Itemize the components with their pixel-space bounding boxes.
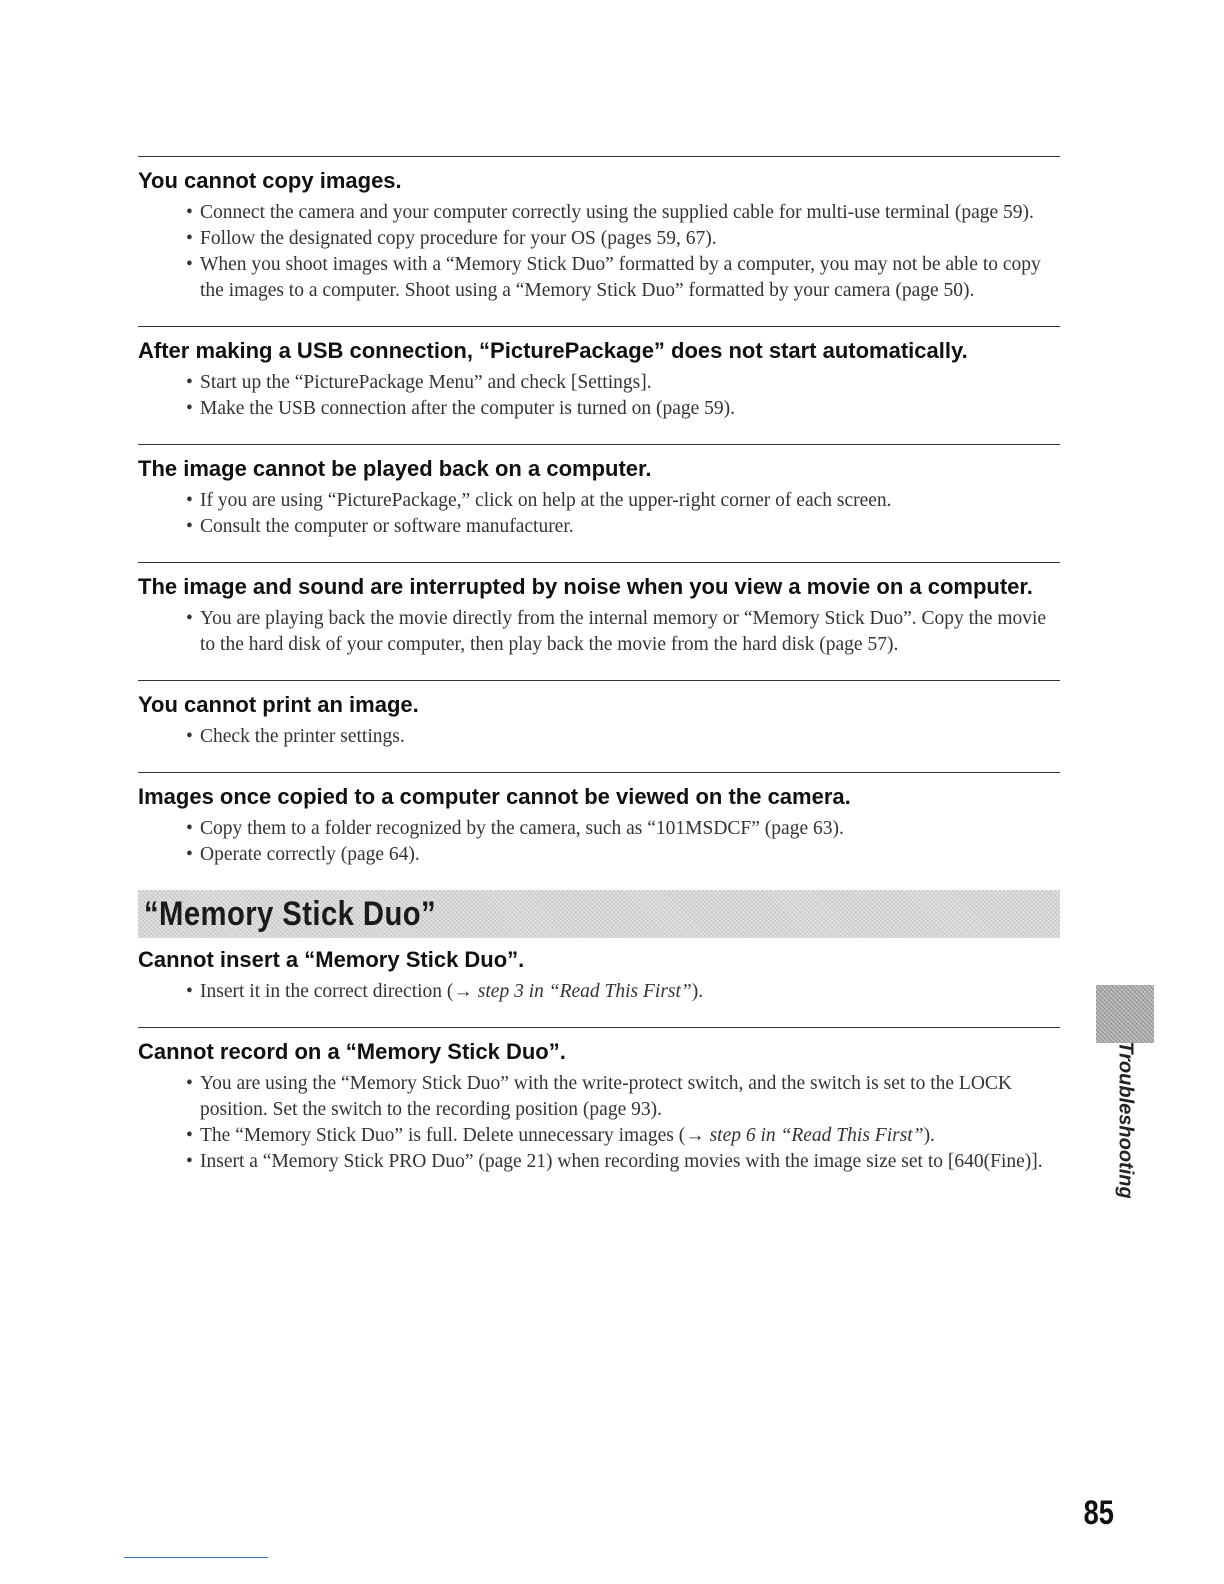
cross-reference: step 6 in “Read This First”: [704, 1125, 924, 1146]
bullet-item: • Check the printer settings.: [200, 724, 1060, 750]
cross-reference: step 3 in “Read This First”: [472, 981, 692, 1002]
bullet-item: • If you are using “PicturePackage,” click on help at the upper-right corner of each screen.: [200, 488, 1060, 514]
section-heading: You cannot print an image.: [138, 692, 419, 717]
bullet-icon: •: [186, 1125, 193, 1146]
bullet-icon: •: [186, 981, 193, 1002]
bullet-list: [138, 724, 1060, 750]
bullet-icon: •: [186, 1151, 193, 1172]
bullet-item: • Consult the computer or software manufacturer.: [200, 514, 1060, 540]
bullet-item: • You are using the “Memory Stick Duo” with the write-protect switch, and the switch is set to the LOCK position. Set the switch to the recording position (page 93).: [186, 1073, 1013, 1120]
section: [138, 680, 1060, 750]
section-heading: The image and sound are interrupted by noise when you view a movie on a computer.: [138, 574, 1033, 599]
section-heading: The image cannot be played back on a computer.: [138, 456, 652, 481]
bullet-icon: •: [186, 398, 193, 419]
bullet-list: [138, 979, 1060, 1005]
bullet-item: • Insert a “Memory Stick PRO Duo” (page 21) when recording movies with the image size set to [640(Fine)].: [200, 1149, 1060, 1175]
bullet-icon: •: [186, 726, 193, 747]
bullet-item: • The “Memory Stick Duo” is full. Delete unnecessary images (→ step 6 in “Read This First”).: [200, 1123, 1060, 1149]
bullet-icon: •: [186, 372, 193, 393]
bullet-list: [138, 488, 1060, 540]
page-content: [138, 156, 1060, 1197]
bullet-item: • You are playing back the movie directly from the internal memory or “Memory Stick Duo”. Copy the movie to the hard disk of your computer, then play back the movie from the hard disk (page 57).: [186, 608, 1047, 655]
section-heading: Cannot record on a “Memory Stick Duo”.: [138, 1039, 566, 1064]
bullet-list: [138, 606, 1060, 658]
bullet-icon: •: [186, 202, 193, 223]
bullet-icon: •: [186, 516, 193, 537]
bullet-list: [138, 200, 1060, 304]
section: [138, 156, 1060, 304]
bullet-item: • When you shoot images with a “Memory Stick Duo” formatted by a computer, you may not be able to copy the images to a computer. Shoot using a “Memory Stick Duo” formatted by your camera (page 50).: [186, 254, 1041, 301]
bullet-icon: •: [186, 1073, 193, 1094]
bullet-icon: •: [186, 490, 193, 511]
arrow-icon: →: [453, 981, 473, 1002]
section: [138, 326, 1060, 422]
bullet-item: • Copy them to a folder recognized by the camera, such as “101MSDCF” (page 63).: [200, 816, 1060, 842]
section: [138, 444, 1060, 540]
section: [138, 946, 1060, 1005]
bullet-item: • Insert it in the correct direction (→ step 3 in “Read This First”).: [200, 979, 1060, 1005]
footer-rule: [124, 1557, 268, 1558]
section-heading: Cannot insert a “Memory Stick Duo”.: [138, 947, 525, 972]
troubleshooting-sections: [138, 156, 1060, 868]
chapter-heading-bar: [138, 890, 1060, 938]
bullet-icon: •: [186, 608, 193, 629]
bullet-item: • Follow the designated copy procedure for your OS (pages 59, 67).: [200, 226, 1060, 252]
section-heading: Images once copied to a computer cannot be viewed on the camera.: [138, 784, 851, 809]
bullet-list: [138, 1071, 1060, 1175]
section-heading: After making a USB connection, “PicturePackage” does not start automatically.: [138, 338, 968, 363]
section: [138, 1027, 1060, 1175]
section-heading: You cannot copy images.: [138, 168, 402, 193]
bullet-icon: •: [186, 844, 193, 865]
bullet-icon: •: [186, 254, 193, 275]
bullet-list: [138, 370, 1060, 422]
bullet-list: [138, 816, 1060, 868]
arrow-icon: →: [685, 1125, 705, 1146]
section: [138, 562, 1060, 658]
chapter-tab-marker: [1096, 985, 1154, 1043]
bullet-item: • Start up the “PicturePackage Menu” and check [Settings].: [200, 370, 1060, 396]
bullet-icon: •: [186, 228, 193, 249]
chapter-heading: “Memory Stick Duo”: [144, 895, 437, 933]
bullet-icon: •: [186, 818, 193, 839]
page-number: 85: [1083, 1494, 1114, 1532]
chapter-side-label: Troubleshooting: [1114, 1041, 1137, 1199]
bullet-item: • Make the USB connection after the computer is turned on (page 59).: [200, 396, 1060, 422]
section: [138, 772, 1060, 868]
bullet-item: • Connect the camera and your computer correctly using the supplied cable for multi-use terminal (page 59).: [200, 200, 1060, 226]
bullet-item: • Operate correctly (page 64).: [200, 842, 1060, 868]
